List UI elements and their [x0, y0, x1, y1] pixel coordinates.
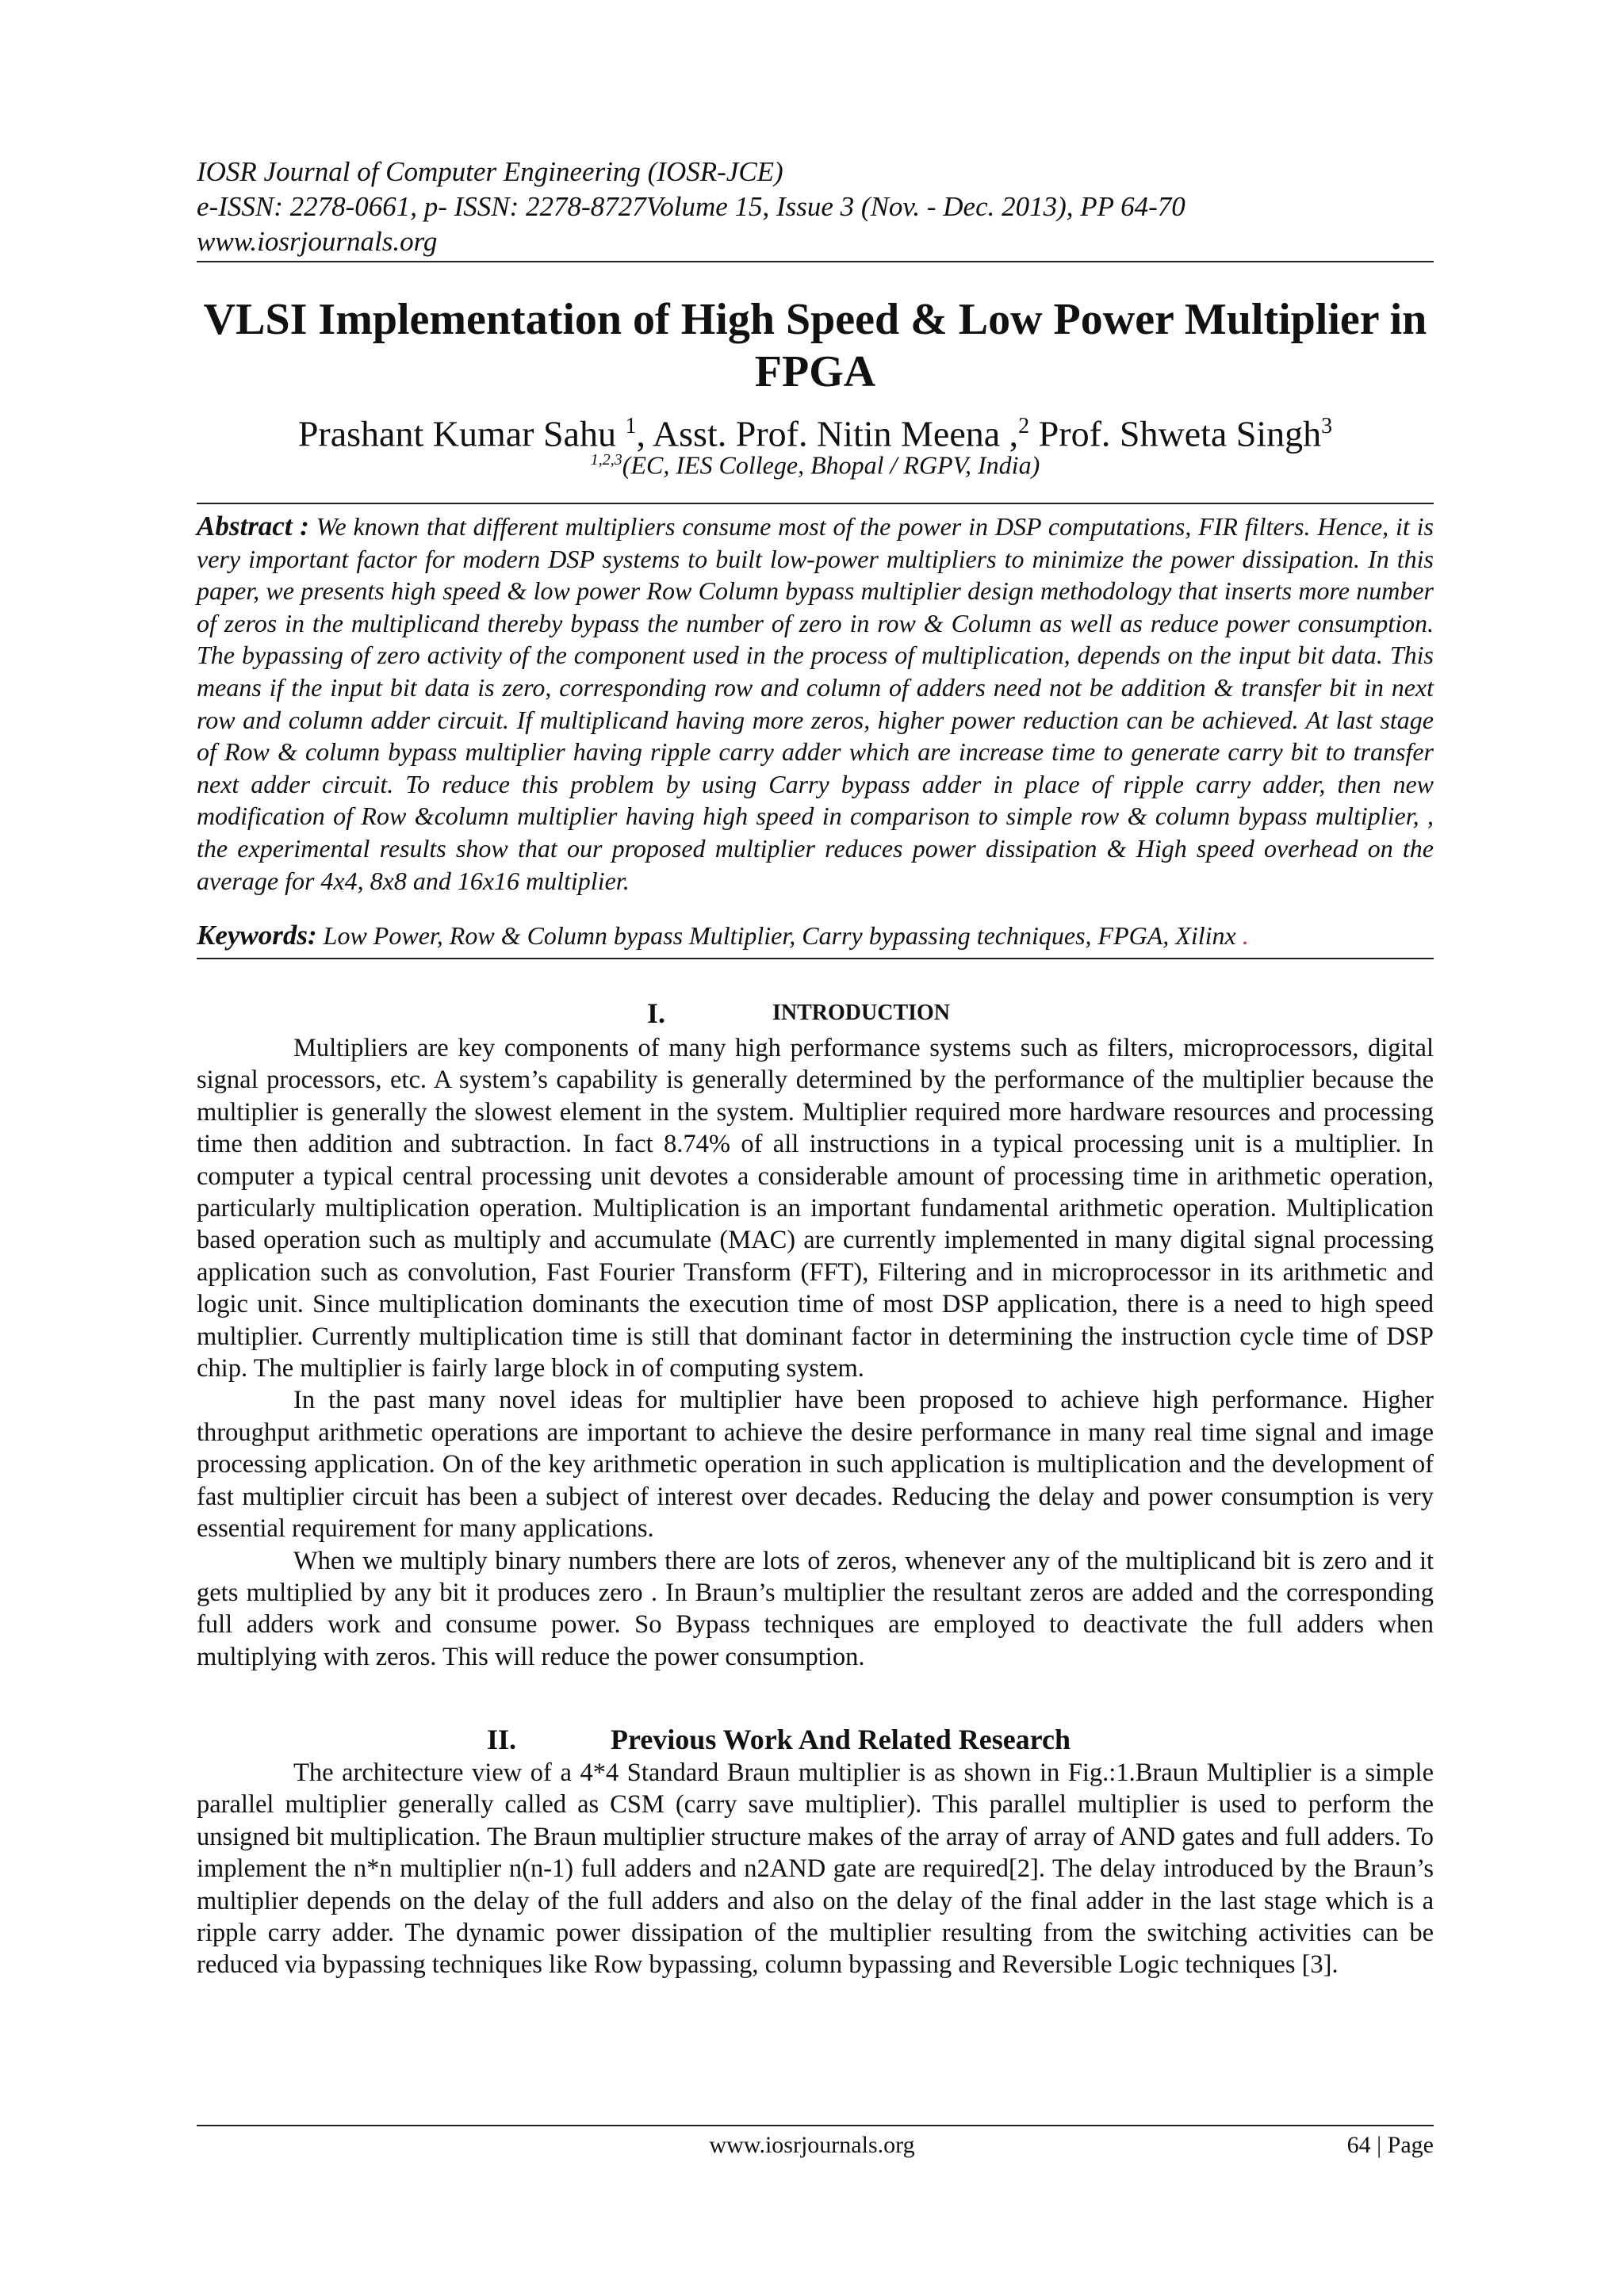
footer-url: www.iosrjournals.org [709, 2132, 915, 2158]
keywords-label: Keywords: [197, 920, 317, 951]
author-3-sup: 3 [1321, 414, 1333, 438]
abstract-label: Abstract : [197, 511, 309, 541]
title-line-2: FPGA [754, 347, 876, 396]
section-2-title: Previous Work And Related Research [611, 1724, 1071, 1755]
keywords [197, 920, 1434, 951]
section-1-heading [197, 996, 1434, 1031]
abstract [197, 511, 1434, 897]
section-2-heading [197, 1722, 1434, 1757]
section-1-title: INTRODUCTION [772, 1001, 951, 1025]
affiliation-text: (EC, IES College, Bhopal / RGPV, India) [622, 450, 1040, 480]
keywords-text: Low Power, Row & Column bypass Multiplier, Carry bypassing techniques, FPGA, Xilinx [323, 921, 1236, 950]
author-1-sup: 1 [625, 414, 637, 438]
section-2-body [197, 1757, 1434, 1981]
author-2-sup: 2 [1018, 414, 1030, 438]
issn-line: e-ISSN: 2278-0661, p- ISSN: 2278-8727Volume 15, Issue 3 (Nov. - Dec. 2013), PP 64-70 [197, 191, 1185, 222]
section-1-paragraph-1: Multipliers are key components of many high performance systems such as filters, microprocessors, digital signal processors, etc. A system’s capability is generally determined by the performance of the multiplier because the multiplier is generally the slowest element in the system. Multiplier required more hardware resources and processing time then addition and subtraction. In fact 8.74% of all instructions in a typical processing unit is a multiplier. In computer a typical central processing unit devotes a considerable amount of processing time in arithmetic operation, particularly multiplication operation. Multiplication is an important fundamental arithmetic operation. Multiplication based operation such as multiply and accumulate (MAC) are currently implemented in many digital signal processing application such as convolution, Fast Fourier Transform (FFT), Filtering and in microprocessor in its arithmetic and logic unit. Since multiplication dominants the execution time of most DSP application, there is a need to high speed multiplier. Currently multiplication time is still that dominant factor in determining the instruction cycle time of DSP chip. The multiplier is fairly large block in of computing system. [197, 1034, 1434, 1383]
journal-name: IOSR Journal of Computer Engineering (IOSR-JCE) [197, 156, 783, 187]
header-rule [197, 261, 1434, 262]
section-2-number: II. [487, 1724, 517, 1755]
abstract-top-rule [197, 503, 1434, 504]
author-3: Prof. Shweta Singh [1029, 413, 1322, 454]
footer-rule [197, 2125, 1434, 2126]
section-1-number: I. [647, 997, 666, 1029]
footer-page-number: 64 | Page [1346, 2132, 1434, 2158]
paper-title [197, 293, 1434, 398]
affiliation [197, 444, 1434, 481]
section-1-paragraph-3: When we multiply binary numbers there are lots of zeros, whenever any of the multiplicand bit is zero and it gets multiplied by any bit it produces zero . In Braun’s multiplier the resultant zeros are added and the corresponding full adders work and consume power. So Bypass techniques are employed to deactivate the full adders when multiplying with zeros. This will reduce the power consumption. [197, 1546, 1434, 1671]
section-1-body [197, 1032, 1434, 1673]
abstract-text: We known that different multipliers consume most of the power in DSP computations, FIR filters. Hence, it is very important factor for modern DSP systems to built low-power multipliers to minimize the power dissipation. In this paper, we presents high speed & low power Row Column bypass multiplier design methodology that inserts more number of zeros in the multiplicand thereby bypass the number of zero in row & Column as well as reduce power consumption. The bypassing of zero activity of the component used in the process of multiplication, depends on the input bit data. This means if the input bit data is zero, corresponding row and column of adders need not be addition & transfer bit in next row and column adder circuit. If multiplicand having more zeros, higher power reduction can be achieved. At last stage of Row & column bypass multiplier having ripple carry adder which are increase time to generate carry bit to transfer next adder circuit. To reduce this problem by using Carry bypass adder in place of ripple carry adder, then new modification of Row &column multiplier having high speed in comparison to simple row & column bypass multiplier, , the experimental results show that our proposed multiplier reduces power dissipation & High speed overhead on the average for 4x4, 8x8 and 16x16 multiplier. [197, 512, 1434, 895]
affiliation-sup: 1,2,3 [590, 451, 622, 469]
section-2-paragraph-1: The architecture view of a 4*4 Standard Braun multiplier is as shown in Fig.:1.Braun Multiplier is a simple parallel multiplier generally called as CSM (carry save multiplier). This parallel multiplier is used to perform the unsigned bit multiplication. The Braun multiplier structure makes of the array of array of AND gates and full adders. To implement the n*n multiplier n(n-1) full adders and n2AND gate are required[2]. The delay introduced by the Braun’s multiplier depends on the delay of the full adders and also on the delay of the final adder in the last stage which is a ripple carry adder. The dynamic power dissipation of the multiplier resulting from the switching activities can be reduced via bypassing techniques like Row bypassing, column bypassing and Reversible Logic techniques [3]. [197, 1758, 1434, 1980]
title-line-1: VLSI Implementation of High Speed & Low Power Multiplier in [203, 295, 1427, 344]
journal-website: www.iosrjournals.org [197, 226, 438, 257]
section-1-paragraph-2: In the past many novel ideas for multiplier have been proposed to achieve high performance. Higher throughput arithmetic operations are important to achieve the desire performance in many real time signal and image processing application. On of the key arithmetic operation in such application is multiplication and the development of fast multiplier circuit has been a subject of interest over decades. Reducing the delay and power consumption is very essential requirement for many applications. [197, 1386, 1434, 1544]
author-2: , Asst. Prof. Nitin Meena , [636, 413, 1019, 454]
keywords-end: . [1235, 921, 1249, 950]
abstract-bottom-rule [197, 958, 1434, 959]
author-1: Prashant Kumar Sahu [297, 413, 626, 454]
